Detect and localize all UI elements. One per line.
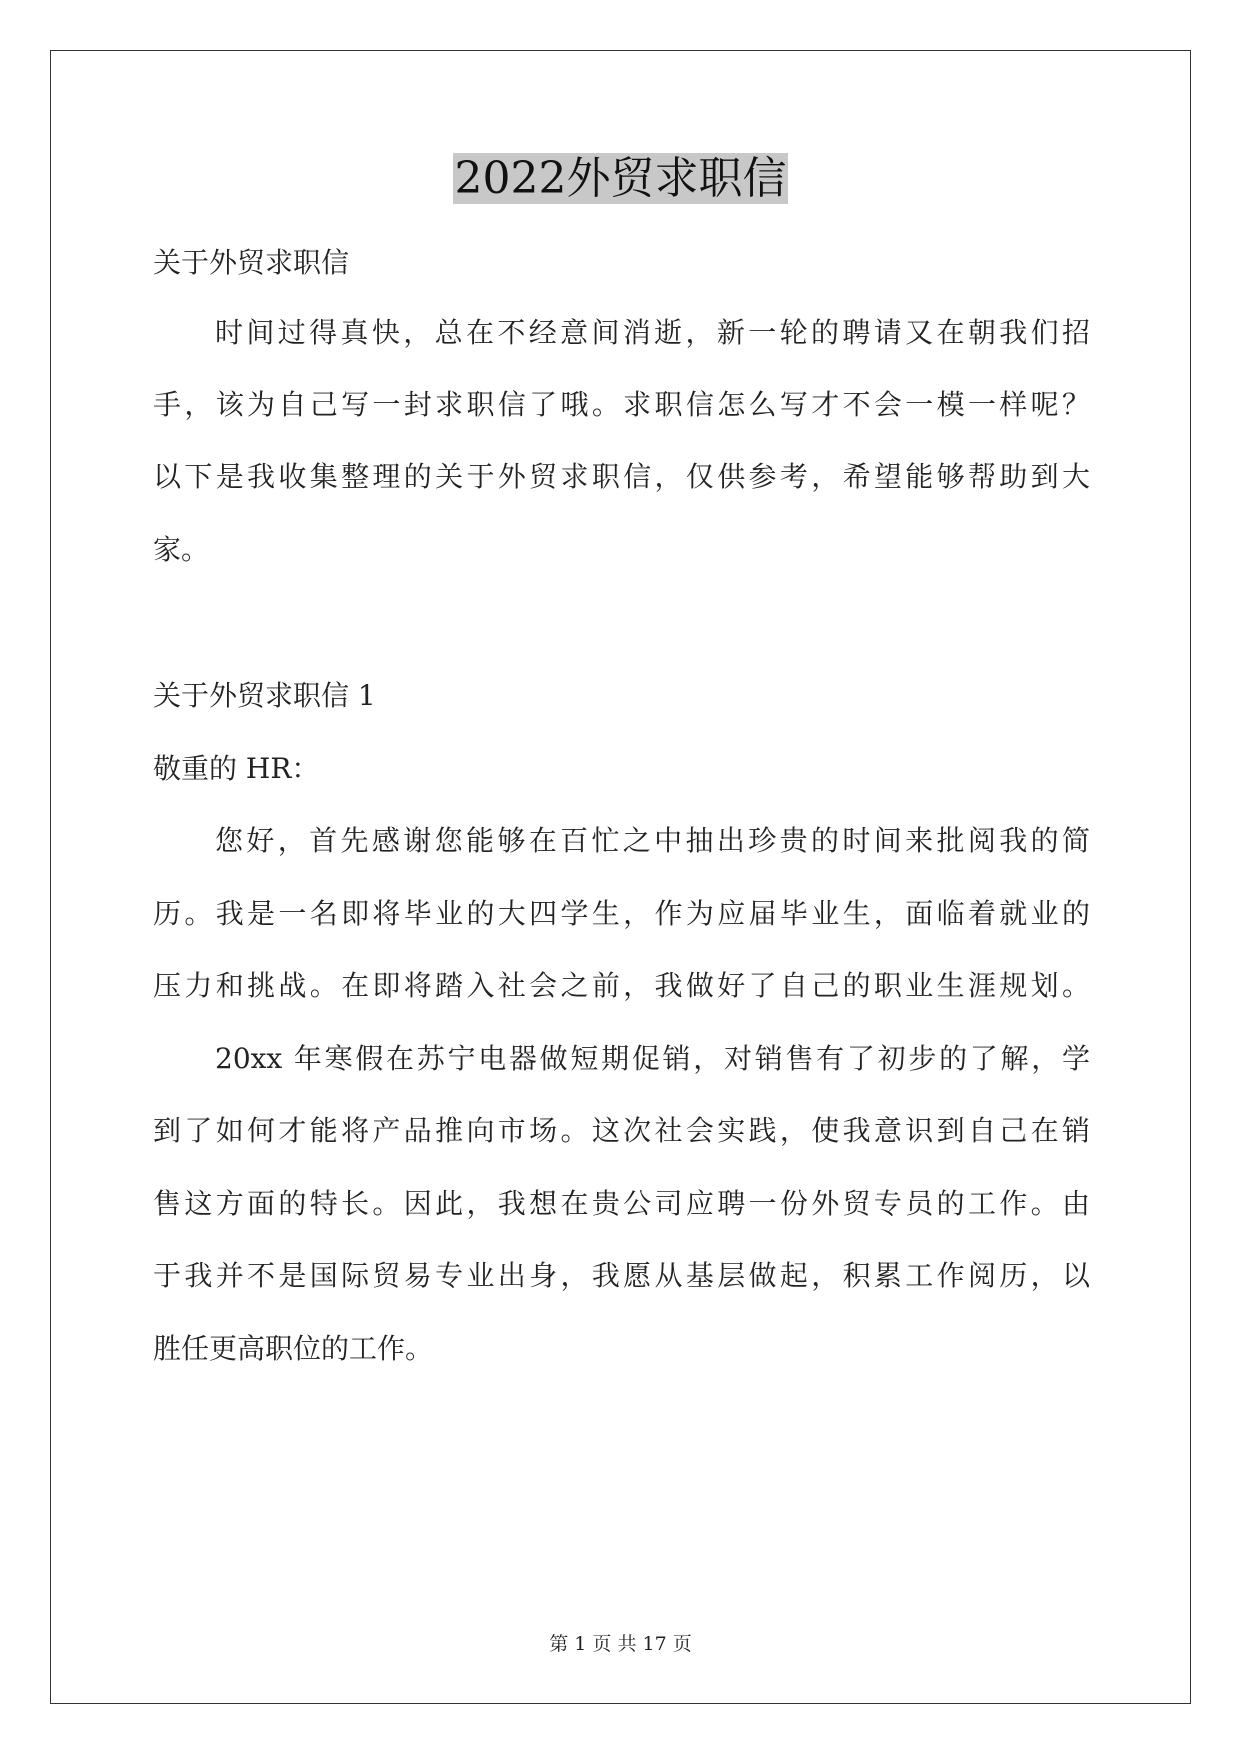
paragraph-line: 历。我是一名即将毕业的大四学生，作为应届毕业生，面临着就业的 [153,897,1090,930]
intro-line: 以下是我收集整理的关于外贸求职信，仅供参考，希望能够帮助到大 [153,460,1090,493]
intro-heading: 关于外贸求职信 [153,246,350,279]
page-border [50,50,1191,1704]
paragraph-line: 压力和挑战。在即将踏入社会之前，我做好了自己的职业生涯规划。 [153,969,1090,1002]
paragraph-line: 胜任更高职位的工作。 [153,1332,434,1365]
paragraph-line: 到了如何才能将产品推向市场。这次社会实践，使我意识到自己在销 [153,1114,1090,1147]
paragraph-line: 售这方面的特长。因此，我想在贵公司应聘一份外贸专员的工作。由 [153,1187,1090,1220]
intro-line: 家。 [153,533,210,566]
intro-line: 手，该为自己写一封求职信了哦。求职信怎么写才不会一模一样呢？ [153,388,1090,421]
title-highlight: 2022外贸求职信 [454,153,787,204]
letter-heading: 关于外贸求职信 1 [153,679,376,712]
intro-line: 时间过得真快，总在不经意间消逝，新一轮的聘请又在朝我们招 [215,316,1090,349]
document-title [0,152,1241,206]
salutation: 敬重的 HR： [153,752,320,785]
paragraph-line: 您好，首先感谢您能够在百忙之中抽出珍贵的时间来批阅我的简 [215,824,1090,857]
paragraph-line: 于我并不是国际贸易专业出身，我愿从基层做起，积累工作阅历，以 [153,1259,1090,1292]
page-number-footer: 第 1 页 共 17 页 [549,1633,692,1655]
paragraph-line: 20xx 年寒假在苏宁电器做短期促销，对销售有了初步的了解，学 [215,1042,1090,1075]
